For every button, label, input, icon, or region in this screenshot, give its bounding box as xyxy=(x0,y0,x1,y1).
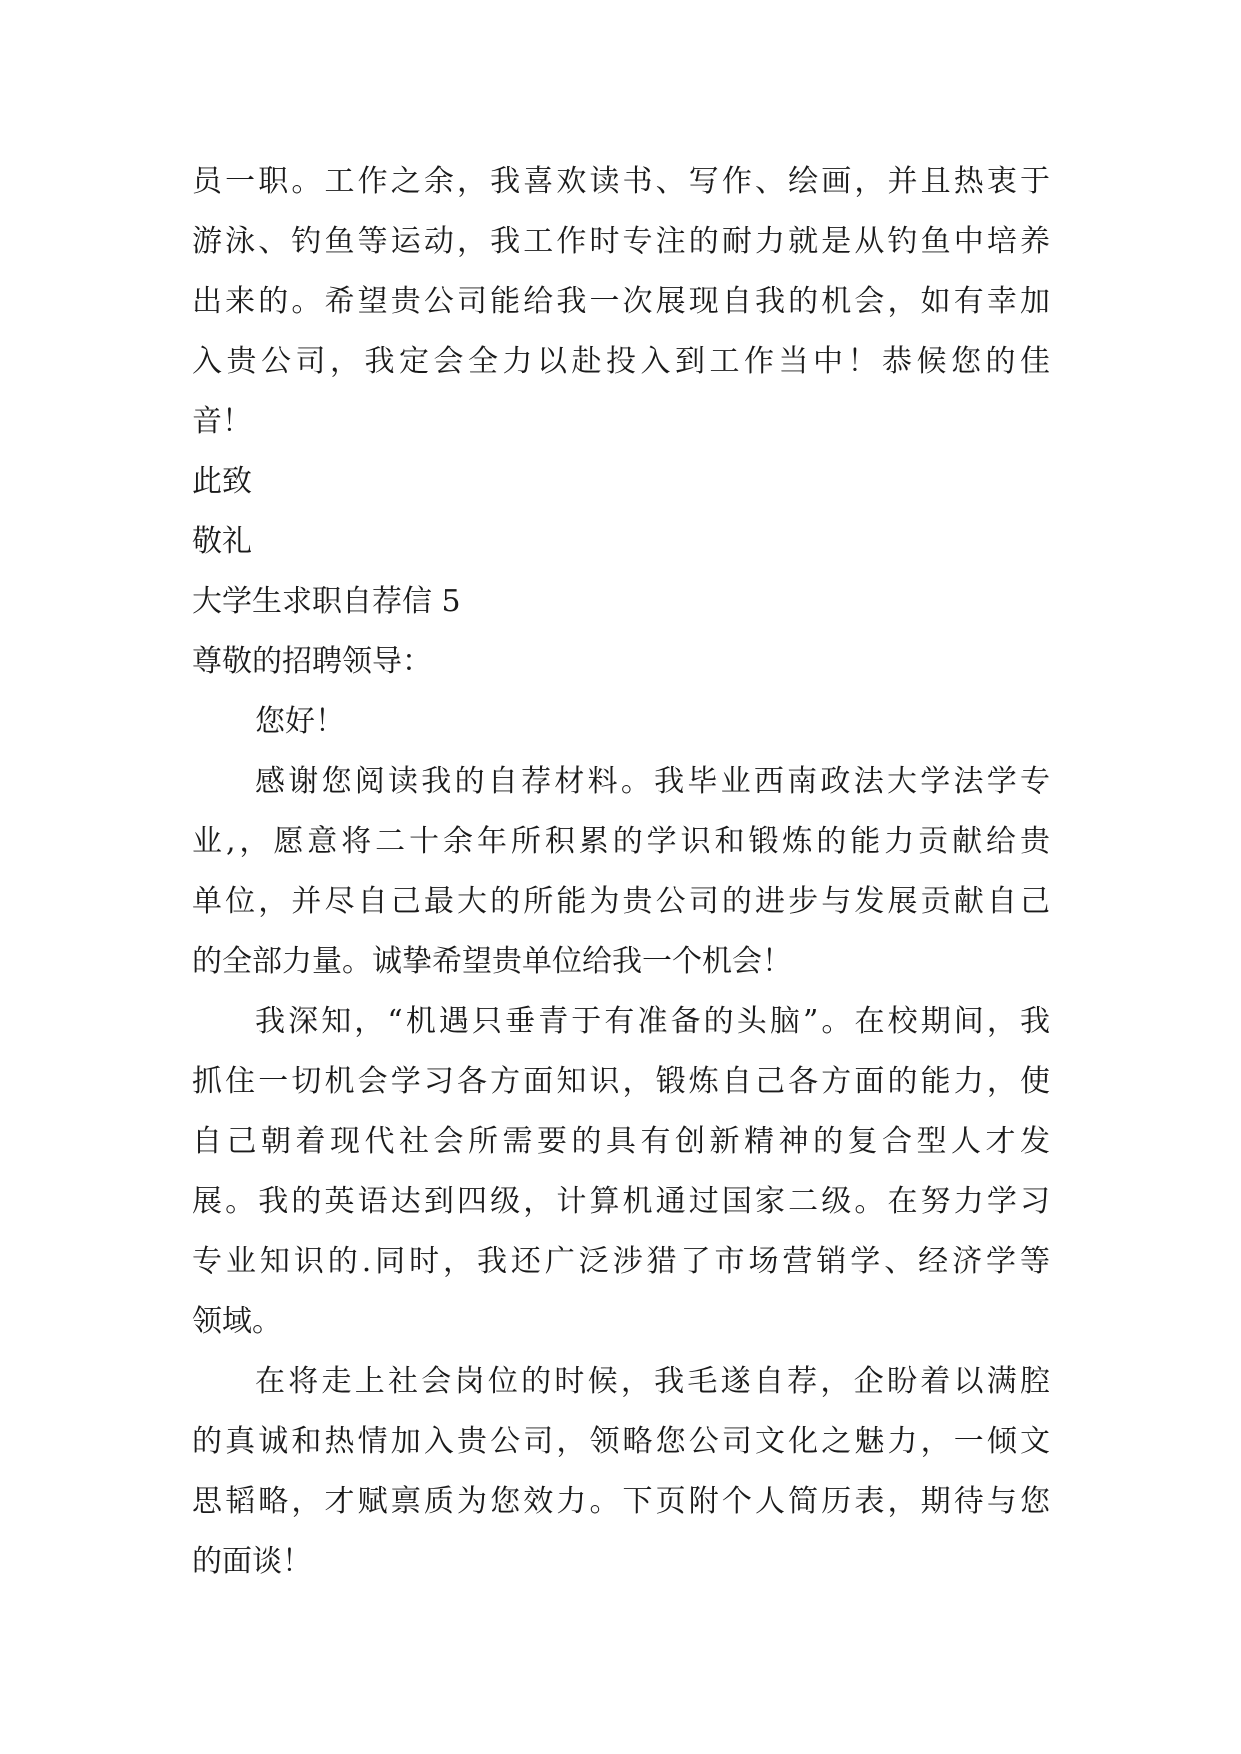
text-line: 思韬略，才赋禀质为您效力。下页附个人简历表，期待与您 xyxy=(192,1484,1050,1519)
text-line: 游泳、钓鱼等运动，我工作时专注的耐力就是从钓鱼中培养 xyxy=(192,224,1050,259)
greeting: 您好！ xyxy=(255,704,345,739)
text-line: 出来的。希望贵公司能给我一次展现自我的机会，如有幸加 xyxy=(192,284,1050,319)
text-line: 展。我的英语达到四级，计算机通过国家二级。在努力学习 xyxy=(192,1184,1050,1219)
text-line: 音！ xyxy=(192,404,252,439)
text-line: 单位，并尽自己最大的所能为贵公司的进步与发展贡献自己 xyxy=(192,884,1050,919)
text-line: 在将走上社会岗位的时候，我毛遂自荐，企盼着以满腔 xyxy=(255,1364,1050,1399)
closing-regards: 敬礼 xyxy=(192,524,252,559)
text-line: 感谢您阅读我的自荐材料。我毕业西南政法大学法学专 xyxy=(255,764,1050,799)
text-line: 入贵公司，我定会全力以赴投入到工作当中！恭候您的佳 xyxy=(192,344,1050,379)
text-line: 的面谈！ xyxy=(192,1544,312,1579)
letter-body xyxy=(192,152,1050,1592)
text-line: 自己朝着现代社会所需要的具有创新精神的复合型人才发 xyxy=(192,1124,1050,1159)
text-line: 员一职。工作之余，我喜欢读书、写作、绘画，并且热衷于 xyxy=(192,164,1050,199)
text-line: 我深知，“机遇只垂青于有准备的头脑”。在校期间，我 xyxy=(255,1004,1050,1039)
text-line: 的全部力量。诚挚希望贵单位给我一个机会！ xyxy=(192,944,792,979)
greeting-addressee: 尊敬的招聘领导： xyxy=(192,644,432,679)
section-title: 大学生求职自荐信 5 xyxy=(192,584,461,619)
text-line: 专业知识的.同时，我还广泛涉猎了市场营销学、经济学等 xyxy=(192,1244,1050,1279)
text-line: 抓住一切机会学习各方面知识，锻炼自己各方面的能力，使 xyxy=(192,1064,1050,1099)
text-line: 的真诚和热情加入贵公司，领略您公司文化之魅力，一倾文 xyxy=(192,1424,1050,1459)
text-line: 领域。 xyxy=(192,1304,282,1339)
text-line: 业,，愿意将二十余年所积累的学识和锻炼的能力贡献给贵 xyxy=(192,824,1050,859)
closing-salutation: 此致 xyxy=(192,464,252,499)
